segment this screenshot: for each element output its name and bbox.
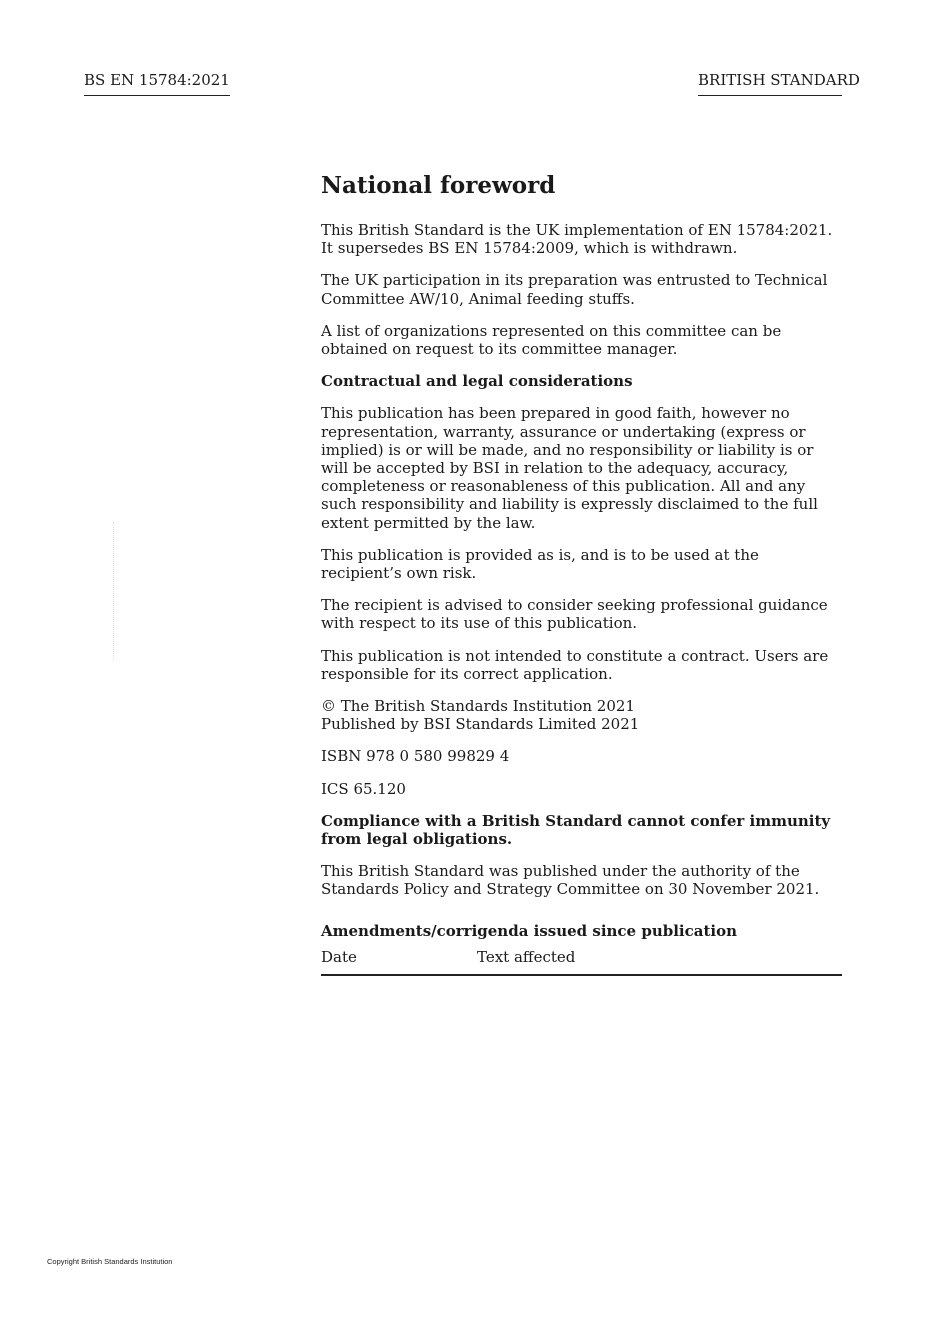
main-content: [321, 172, 843, 976]
header-document-type: BRITISH STANDARD: [698, 70, 842, 96]
copyright-line: © The British Standards Institution 2021: [321, 697, 635, 716]
paragraph-contract: This publication is not intended to constitute a contract. Users are responsible for its correct application.: [321, 646, 829, 683]
compliance-notice: Compliance with a British Standard cannot confer immunity from legal obligations.: [321, 811, 831, 849]
header-standard-number: BS EN 15784:2021: [84, 70, 230, 96]
paragraph-good-faith: This publication has been prepared in good faith, however no representation, warranty, assurance or undertaking (express or implied) is or will be made, and no responsibility or liability is or will be accepted by BSI in relation to the adequacy, accuracy, completeness or reasonableness of this publication. All and any such responsibility and liability is expressly disclaimed to the full extent permitted by the law.: [321, 404, 818, 532]
footer-copyright: Copyright British Standards Institution: [47, 1257, 173, 1266]
page-title: National foreword: [321, 172, 556, 199]
paragraph-organizations: A list of organizations represented on this committee can be obtained on request to its committee manager.: [321, 321, 782, 359]
copyright-block: [321, 697, 843, 733]
amendments-column-text: Text affected: [477, 947, 576, 966]
paragraph-authority: This British Standard was published under the authority of the Standards Policy and Strategy Committee on 30 November 2021.: [321, 862, 820, 899]
isbn: ISBN 978 0 580 99829 4: [321, 747, 510, 766]
paragraph-implementation: This British Standard is the UK implementation of EN 15784:2021. It supersedes BS EN 15784:2009, which is withdrawn.: [321, 221, 833, 258]
amendments-heading: Amendments/corrigenda issued since publication: [321, 921, 737, 940]
publisher-line: Published by BSI Standards Limited 2021: [321, 715, 640, 734]
amendments-column-date: Date: [321, 947, 357, 966]
heading-contractual: Contractual and legal considerations: [321, 372, 633, 391]
paragraph-participation: The UK participation in its preparation was entrusted to Technical Committee AW/10, Animal feeding stuffs.: [321, 271, 828, 308]
paragraph-as-is: This publication is provided as is, and is to be used at the recipient’s own risk.: [321, 545, 759, 583]
amendments-table: [321, 948, 842, 976]
paragraph-guidance: The recipient is advised to consider seeking professional guidance with respect to its use of this publication.: [321, 596, 828, 633]
ics-code: ICS 65.120: [321, 779, 406, 798]
side-watermark: [113, 522, 116, 660]
